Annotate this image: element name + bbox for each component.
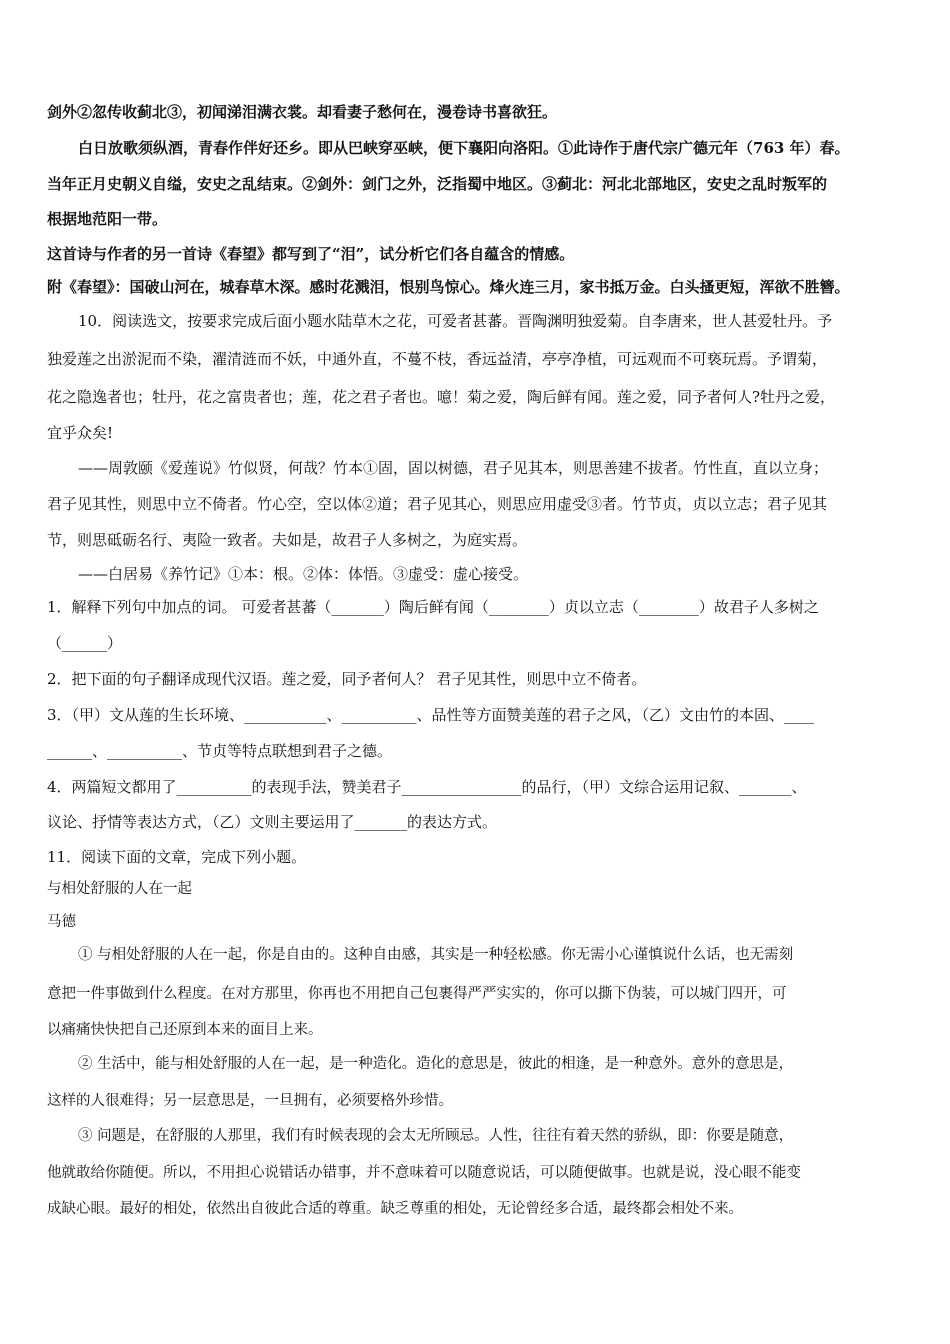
q10-text-line: 君子见其性，则思中立不倚者。竹心空，空以体②道；君子见其心，则思应用虚受③者。竹节贞，贞以立志；君子见其 <box>47 495 828 513</box>
subquestion-4: 4．两篇短文都用了__________的表现手法，赞美君子________________的品行，（甲）文综合运用记叙、_______、 <box>47 778 807 796</box>
article-para-3-cont: 成缺心眼。最好的相处，依然出自彼此合适的尊重。缺乏尊重的相处，无论曾经多合适，最终都会相处不来。 <box>47 1201 743 1217</box>
subquestion-3-cont: ______、__________、节贞等特点联想到君子之德。 <box>47 742 393 760</box>
subquestion-2: 2．把下面的句子翻译成现代汉语。莲之爱，同予者何人？ 君子见其性，则思中立不倚者。 <box>47 670 647 688</box>
subquestion-1: 1．解释下列句中加点的词。 可爱者甚蕃（_______）陶后鲜有闻（________）贞以立志（________）故君子人多树之 <box>47 598 819 616</box>
article-author: 马德 <box>47 914 76 930</box>
article-para-2: ② 生活中，能与相处舒服的人在一起，是一种造化。造化的意思是，彼此的相逢，是一种意外。意外的意思是， <box>78 1056 794 1072</box>
poem-note-line: 根据地范阳一带。 <box>47 210 168 228</box>
q11-intro: 11．阅读下面的文章，完成下列小题。 <box>47 848 307 866</box>
q10-source-and-text: ——周敦颐《爱莲说》竹似贤，何哉？竹本①固，固以树德，君子见其本，则思善建不拔者。竹性直，直以立身； <box>78 459 829 477</box>
subquestion-3: 3．（甲）文从莲的生长环境、___________、__________、品性等方面赞美莲的君子之风，（乙）文由竹的本固、____ <box>47 706 815 724</box>
q10-text-line: 节，则思砥砺名行、夷险一致者。夫如是，故君子人多树之，为庭实焉。 <box>47 531 528 549</box>
q10-source-notes: ——白居易《养竹记》①本：根。②体：体悟。③虚受：虚心接受。 <box>78 565 529 583</box>
article-para-1-cont: 以痛痛快快把自己还原到本来的面目上来。 <box>47 1022 323 1038</box>
article-para-2-cont: 这样的人很难得；另一层意思是，一旦拥有，必须要格外珍惜。 <box>47 1093 453 1109</box>
poem-line-2-and-note: 白日放歌须纵酒，青春作伴好还乡。即从巴峡穿巫峡，便下襄阳向洛阳。①此诗作于唐代宗广德元年（763 年）春。 <box>78 139 850 157</box>
q10-intro: 10．阅读选文，按要求完成后面小题水陆草木之花，可爱者甚蕃。晋陶渊明独爱菊。自李唐来，世人甚爱牡丹。予 <box>78 312 833 330</box>
subquestion-4-cont: 议论、抒情等表达方式，（乙）文则主要运用了_______的表达方式。 <box>47 813 498 831</box>
article-para-1: ① 与相处舒服的人在一起，你是自由的。这种自由感，其实是一种轻松感。你无需小心谨慎说什么话，也无需刻 <box>78 947 794 963</box>
q10-text-line: 独爱莲之出淤泥而不染，濯清涟而不妖，中通外直，不蔓不枝，香远益清，亭亭净植，可远观而不可亵玩焉。予谓菊， <box>47 350 828 368</box>
q10-text-line: 花之隐逸者也；牡丹，花之富贵者也；莲，花之君子者也。噫！菊之爱，陶后鲜有闻。莲之爱，同予者何人?牡丹之爱， <box>47 388 836 406</box>
subquestion-1-blank: （______） <box>47 634 123 652</box>
article-para-3-cont: 他就敢给你随便。所以，不用担心说错话办错事，并不意味着可以随意说话，可以随便做事。也就是说，没心眼不能变 <box>47 1165 801 1181</box>
article-title: 与相处舒服的人在一起 <box>47 881 192 897</box>
poem-line-1: 剑外②忽传收蓟北③，初闻涕泪满衣裳。却看妻子愁何在，漫卷诗书喜欲狂。 <box>47 103 558 121</box>
article-para-1-cont: 意把一件事做到什么程度。在对方那里，你再也不用把自己包裹得严严实实的，你可以撕下伪装，可以城门四开，可 <box>47 986 787 1002</box>
q10-text-line: 宜乎众矣! <box>47 424 114 442</box>
chunwang-appendix: 附《春望》：国破山河在，城春草木深。感时花溅泪，恨别鸟惊心。烽火连三月，家书抵万金。白头搔更短，浑欲不胜簪。 <box>47 278 850 296</box>
article-para-3: ③ 问题是，在舒服的人那里，我们有时候表现的会太无所顾忌。人性，往往有着天然的骄纵，即：你要是随意， <box>78 1128 794 1144</box>
poem-note-line: 当年正月史朝义自缢，安史之乱结束。②剑外：剑门之外，泛指蜀中地区。③蓟北：河北北部地区，安史之乱时叛军的 <box>47 175 828 193</box>
poem-question: 这首诗与作者的另一首诗《春望》都写到了“泪”，试分析它们各自蕴含的情感。 <box>47 245 575 263</box>
